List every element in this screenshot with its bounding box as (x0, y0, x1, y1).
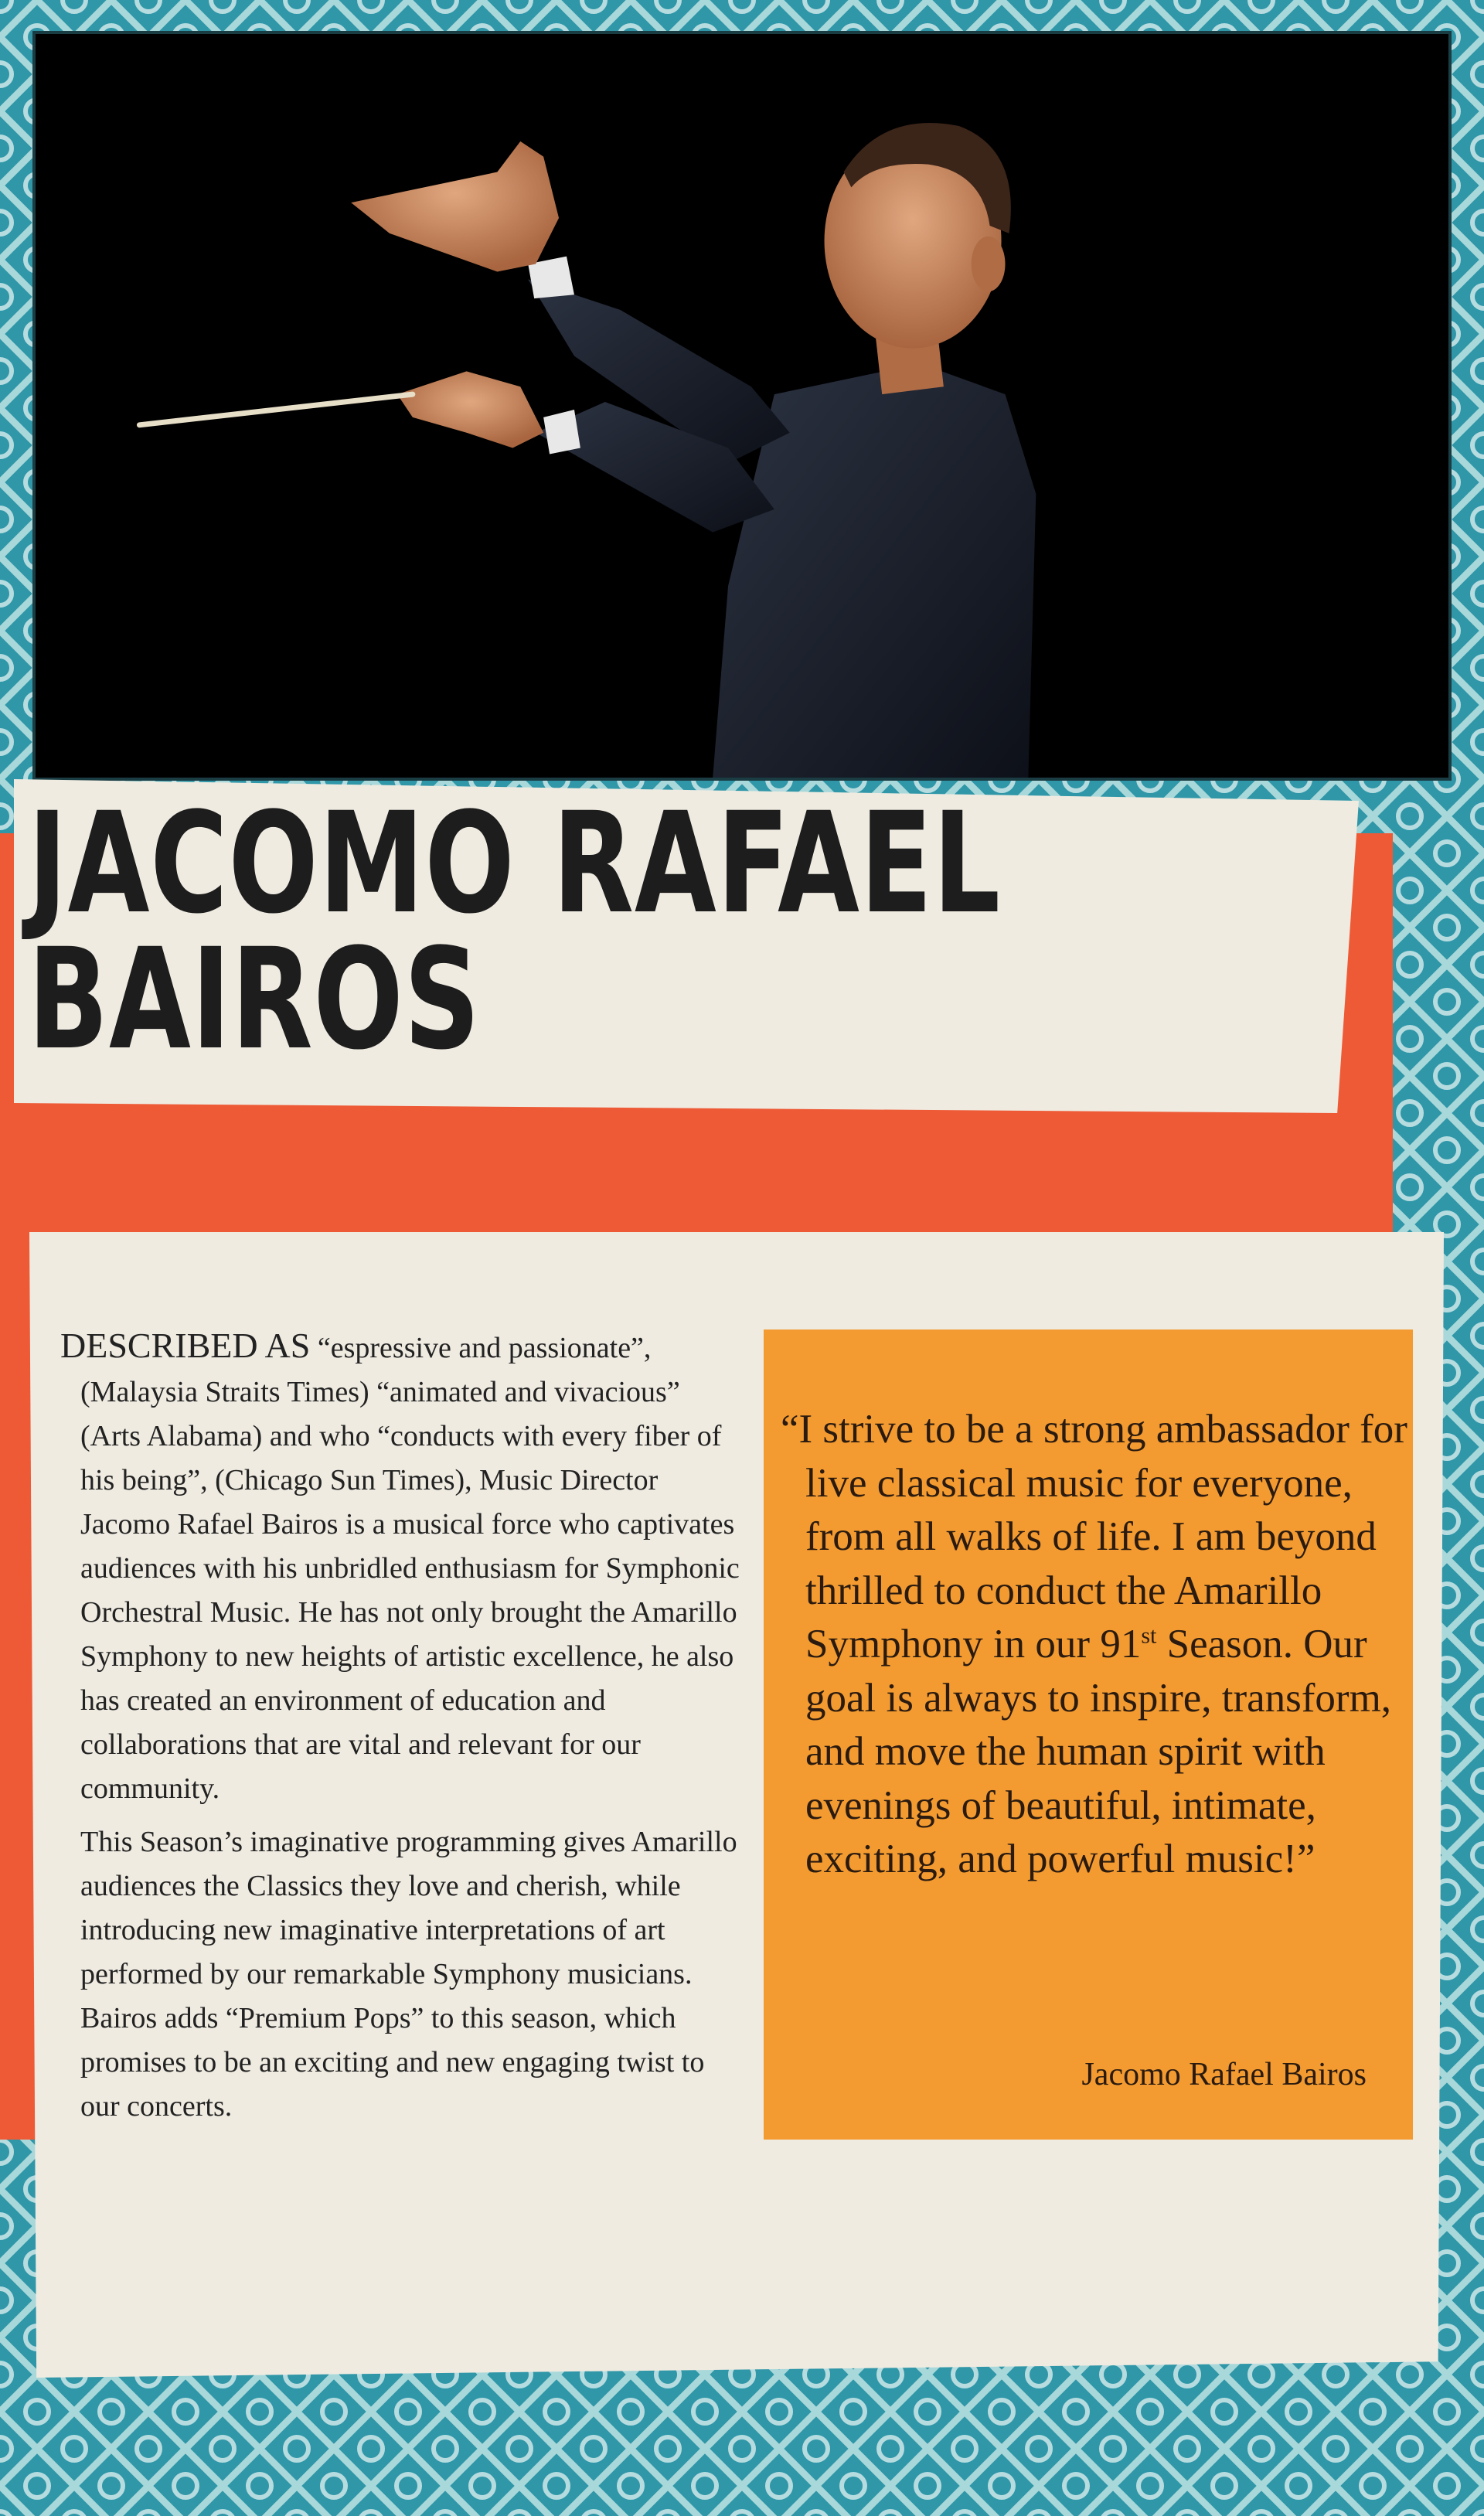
pull-quote (781, 1403, 1416, 1887)
quote-attribution: Jacomo Rafael Bairos (1081, 2057, 1367, 2092)
title-line-1: JACOMO RAFAEL (28, 783, 1001, 945)
page-title (28, 783, 1026, 1081)
bio-paragraph-2: This Season’s imaginative programming gives Amarillo audiences the Classics they love and cherish, while introducing new imaginative interpretations of art performed by our remarkable Symphony musicians. Bairos adds “Premium Pops” to this season, which promises to be an exciting and new engaging twist to our concerts. (80, 1826, 737, 2123)
quote-text-1: “I strive to be a strong ambassador for live classical music for everyone, from all walks of life. I am beyond thrilled to conduct the Amarillo Symphony in our 91 (781, 1407, 1407, 1667)
conductor-illustration (36, 34, 1448, 778)
conductor-photo (32, 31, 1452, 781)
bio-paragraph-1-text: “espressive and passionate”, (Malaysia Straits Times) “animated and vivacious” (Arts Alabama) and who “conducts with every fiber of his being”, (Chicago Sun Times), Music Director Jacomo Rafael Bairos is a musical force who captivates audiences with his unbridled enthusiasm for Symphonic Orchestral Music. He has not only brought the Amarillo Symphony to new heights of artistic excellence, he also has created an environment of education and collaborations that are vital and relevant for our community. (80, 1332, 740, 1805)
quote-superscript: st (1141, 1622, 1157, 1649)
bio-column (60, 1323, 740, 2138)
bio-paragraph-1 (60, 1323, 740, 1811)
quote-text-2: Season. Our goal is always to inspire, transform, and move the human spirit with evenings of beautiful, intimate, exciting, and powerful music!” (805, 1622, 1392, 1881)
bio-lead-word: DESCRIBED AS (60, 1326, 311, 1365)
title-line-2: BAIROS (28, 919, 481, 1081)
